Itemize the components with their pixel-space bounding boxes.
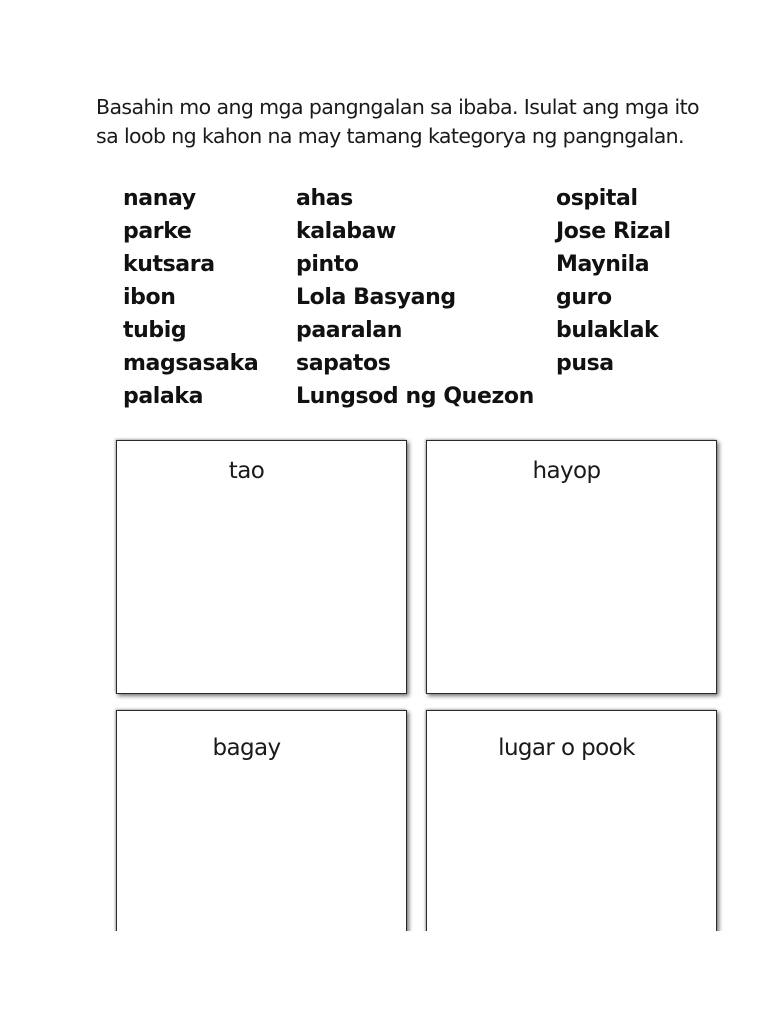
word-list-column-3 xyxy=(556,182,671,380)
word-item: Jose Rizal xyxy=(556,219,671,244)
word-list-column-2 xyxy=(296,182,534,413)
word-item: sapatos xyxy=(296,351,391,376)
instructions xyxy=(96,93,736,151)
category-label-tao: tao xyxy=(228,458,265,484)
word-item: guro xyxy=(556,285,612,310)
word-item: kalabaw xyxy=(296,219,396,244)
word-item: ahas xyxy=(296,186,353,211)
word-item: Lola Basyang xyxy=(296,285,456,310)
word-item: Lungsod ng Quezon xyxy=(296,384,534,409)
page-bottom-margin xyxy=(0,931,768,1024)
word-item: pusa xyxy=(556,351,614,376)
word-item: nanay xyxy=(123,186,196,211)
category-label-lugar-o-pook: lugar o pook xyxy=(498,735,635,761)
word-item: parke xyxy=(123,219,192,244)
category-box-tao[interactable] xyxy=(116,440,407,694)
word-item: ospital xyxy=(556,186,638,211)
word-item: magsasaka xyxy=(123,351,259,376)
word-item: palaka xyxy=(123,384,204,409)
word-list-column-1 xyxy=(123,182,258,413)
word-item: bulaklak xyxy=(556,318,659,343)
instructions-line-1: Basahin mo ang mga pangngalan sa ibaba. Isulat ang mga ito xyxy=(96,95,699,119)
word-item: kutsara xyxy=(123,252,215,277)
category-box-hayop[interactable] xyxy=(426,440,717,694)
word-item: paaralan xyxy=(296,318,402,343)
word-item: ibon xyxy=(123,285,176,310)
category-label-hayop: hayop xyxy=(532,458,601,484)
category-label-bagay: bagay xyxy=(212,735,281,761)
word-item: pinto xyxy=(296,252,359,277)
word-item: tubig xyxy=(123,318,187,343)
instructions-line-2: sa loob ng kahon na may tamang kategorya ng pangngalan. xyxy=(96,124,684,148)
word-item: Maynila xyxy=(556,252,650,277)
